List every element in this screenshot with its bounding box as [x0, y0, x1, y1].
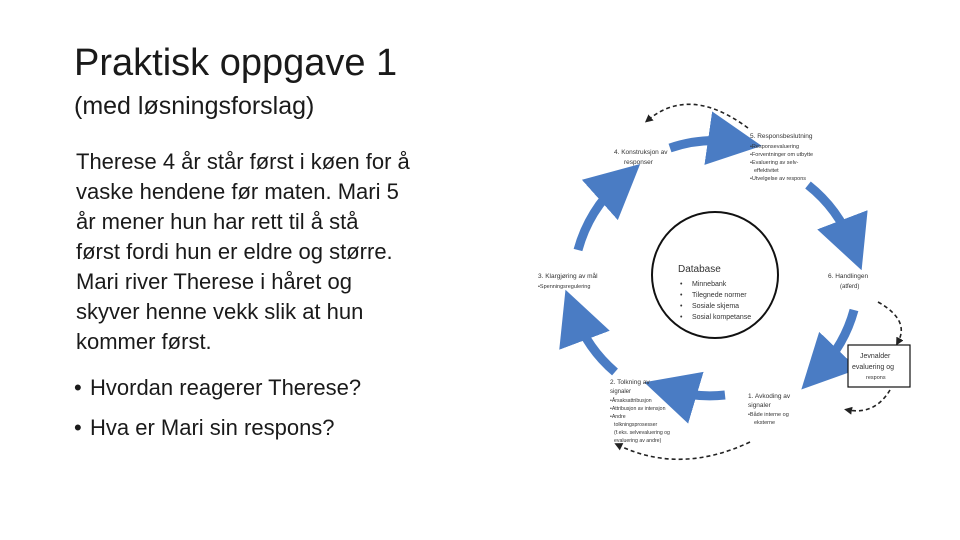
step-5-line: •Utvelgelse av respons [750, 176, 807, 182]
question-list [74, 368, 361, 448]
database-bullet: • [680, 303, 683, 310]
step-4-title: 4. Konstruksjon av [614, 149, 668, 156]
dashed-arrow-bottom [618, 442, 750, 459]
step-2-line: (f.eks. selvevaluering og [614, 430, 670, 436]
step-6-line: (atferd) [840, 284, 860, 290]
step-1-line: •Både interne og [748, 412, 789, 418]
step-1-title: 1. Avkoding av [748, 393, 791, 400]
question-item [74, 408, 361, 448]
dashed-arrow-top [648, 104, 748, 128]
question-item [74, 368, 361, 408]
cycle-arrow-4-5 [670, 141, 735, 148]
case-line: først fordi hun er eldre og større. [76, 239, 393, 264]
slide-subtitle: (med løsningsforslag) [74, 92, 315, 120]
question-text: Hva er Mari sin respons? [90, 415, 335, 440]
cycle-arrow-5-6 [808, 185, 852, 245]
step-6-title: 6. Handlingen [828, 273, 869, 280]
step-2-line: evaluering av andre) [614, 438, 662, 444]
database-bullet: • [680, 314, 683, 321]
database-item: Tilegnede normer [692, 292, 747, 299]
social-information-processing-diagram [530, 90, 930, 470]
case-line: vaske hendene før maten. Mari 5 [76, 179, 399, 204]
case-line: Therese 4 år står først i køen for å [76, 149, 410, 174]
step-5-line: effektivitet [754, 168, 779, 174]
step-2-line: •Andre [610, 414, 626, 420]
case-line: Mari river Therese i håret og [76, 269, 352, 294]
database-bullet: • [680, 281, 683, 288]
step-1-line: signaler [748, 402, 771, 409]
cycle-arrow-3-4 [578, 182, 620, 250]
step-3-line: •Spenningsregulering [538, 284, 591, 290]
dashed-arrow-from-peer [848, 390, 890, 411]
bullet-icon: • [74, 415, 82, 440]
step-5-line: •Forventninger om utbytte [750, 152, 814, 158]
case-line: skyver henne vekk slik at hun [76, 299, 364, 324]
peer-box-line: Jevnalder [860, 353, 891, 360]
peer-box-line: evaluering og [852, 364, 895, 371]
bullet-icon: • [74, 375, 82, 400]
database-item: Sosiale skjema [692, 303, 740, 310]
step-2-line: •Årsaksattribusjon [610, 398, 652, 404]
database-item: Sosial kompetanse [692, 314, 752, 321]
step-5-line: •Responsevaluering [750, 144, 800, 150]
case-line: kommer først. [76, 329, 212, 354]
step-1-line: eksterne [754, 420, 776, 426]
step-2-line: signaler [610, 389, 632, 395]
step-2-line: •Attribusjon av intensjon [610, 406, 666, 412]
dashed-arrow-to-peer [878, 302, 901, 342]
database-item: Minnebank [692, 281, 727, 288]
step-5-title: 5. Responsbeslutning [750, 133, 813, 140]
database-bullet: • [680, 292, 683, 299]
slide-title: Praktisk oppgave 1 [74, 42, 398, 84]
peer-box-line: respons [866, 375, 886, 381]
step-2-line: tolkningsprosesser [614, 422, 658, 428]
case-line: år mener hun har rett til å stå [76, 209, 359, 234]
question-text: Hvordan reagerer Therese? [90, 375, 362, 400]
step-3-title: 3. Klargjøring av mål [538, 273, 598, 280]
case-description [76, 147, 496, 357]
database-title: Database [678, 264, 721, 275]
step-2-title: 2. Tolkning av [610, 379, 650, 386]
cycle-arrow-1-2 [670, 390, 725, 396]
step-4-line: responser [624, 159, 653, 166]
step-5-line: •Evaluering av selv- [750, 160, 799, 166]
cycle-arrow-2-3 [575, 315, 615, 372]
